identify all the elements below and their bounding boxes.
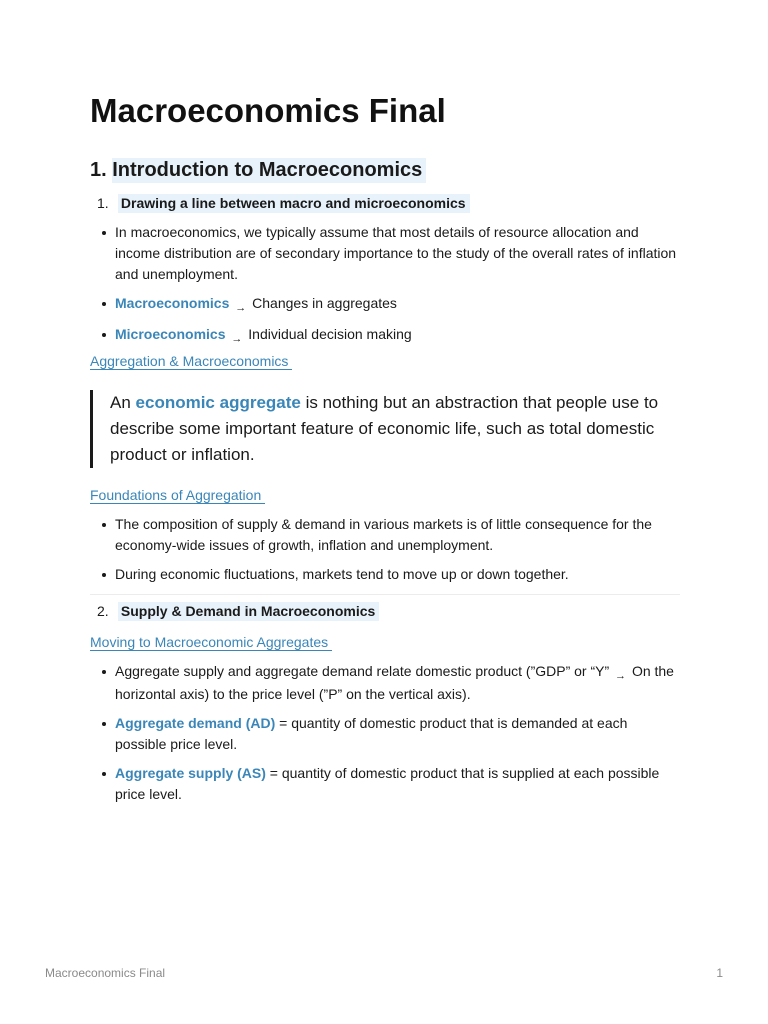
page-title: Macroeconomics Final bbox=[90, 92, 446, 129]
toggle-moving-to-macroeconomic-aggregates[interactable]: Moving to Macroeconomic Aggregates bbox=[90, 634, 332, 651]
quote-callout bbox=[90, 390, 670, 468]
term-aggregate-supply: Aggregate supply (AS) bbox=[115, 765, 266, 781]
divider bbox=[90, 594, 680, 595]
list-item bbox=[90, 324, 680, 347]
bullet-text: Aggregate supply and aggregate demand relate domestic product (”GDP” or “Y” bbox=[115, 663, 610, 679]
subsection-title: Supply & Demand in Macroeconomics bbox=[118, 602, 379, 621]
subsection-heading-2 bbox=[90, 603, 379, 619]
bullet-text: On the horizontal axis) to the price level (”P” on the vertical axis). bbox=[115, 663, 674, 702]
list-item bbox=[90, 661, 680, 705]
bullet-text: Individual decision making bbox=[248, 326, 412, 342]
footer-title: Macroeconomics Final bbox=[45, 966, 166, 980]
list-item bbox=[90, 293, 680, 316]
subsection-number: 2. bbox=[97, 603, 109, 619]
bullet-text: During economic fluctuations, markets tend to move up or down together. bbox=[115, 566, 569, 582]
subsection-number: 1. bbox=[97, 195, 109, 211]
callout-text: is nothing but an abstraction that people use to describe some important feature of economic life, such as total domestic product or inflation. bbox=[110, 393, 659, 464]
section-title: Introduction to Macroeconomics bbox=[112, 158, 426, 183]
bullet-list-foundations bbox=[90, 514, 680, 593]
section-number: 1. bbox=[90, 159, 107, 181]
bullet-list-intro bbox=[90, 222, 680, 355]
bullet-text: In macroeconomics, we typically assume that most details of resource allocation and income distribution are of secondary importance to the study of the overall rates of inflation and unemployment. bbox=[115, 224, 677, 282]
arrow-right-icon: → bbox=[235, 302, 247, 314]
toggle-aggregation-macroeconomics[interactable]: Aggregation & Macroeconomics bbox=[90, 353, 292, 370]
page-number: 1 bbox=[716, 966, 723, 980]
term-macroeconomics: Macroeconomics bbox=[115, 295, 230, 311]
bullet-text: The composition of supply & demand in various markets is of little consequence for the economy-wide issues of growth, inflation and unemployment. bbox=[115, 516, 652, 553]
bullet-text: Changes in aggregates bbox=[252, 295, 397, 311]
list-item bbox=[90, 514, 680, 556]
bullet-list-aggregates bbox=[90, 661, 680, 813]
list-item bbox=[90, 763, 680, 805]
arrow-right-icon: → bbox=[615, 670, 627, 682]
list-item bbox=[90, 713, 680, 755]
callout-text: An bbox=[110, 393, 131, 412]
term-economic-aggregate: economic aggregate bbox=[135, 393, 301, 412]
toggle-foundations-of-aggregation[interactable]: Foundations of Aggregation bbox=[90, 487, 265, 504]
bullet-text: = quantity of domestic product that is supplied at each possible price level. bbox=[115, 765, 660, 802]
list-item bbox=[90, 564, 680, 585]
bullet-text: = quantity of domestic product that is demanded at each possible price level. bbox=[115, 715, 628, 752]
subsection-title: Drawing a line between macro and microeconomics bbox=[118, 194, 470, 213]
term-microeconomics: Microeconomics bbox=[115, 326, 226, 342]
arrow-right-icon: → bbox=[231, 333, 243, 345]
subsection-heading-1 bbox=[90, 195, 470, 211]
section-heading bbox=[90, 159, 426, 182]
list-item bbox=[90, 222, 680, 285]
term-aggregate-demand: Aggregate demand (AD) bbox=[115, 715, 276, 731]
